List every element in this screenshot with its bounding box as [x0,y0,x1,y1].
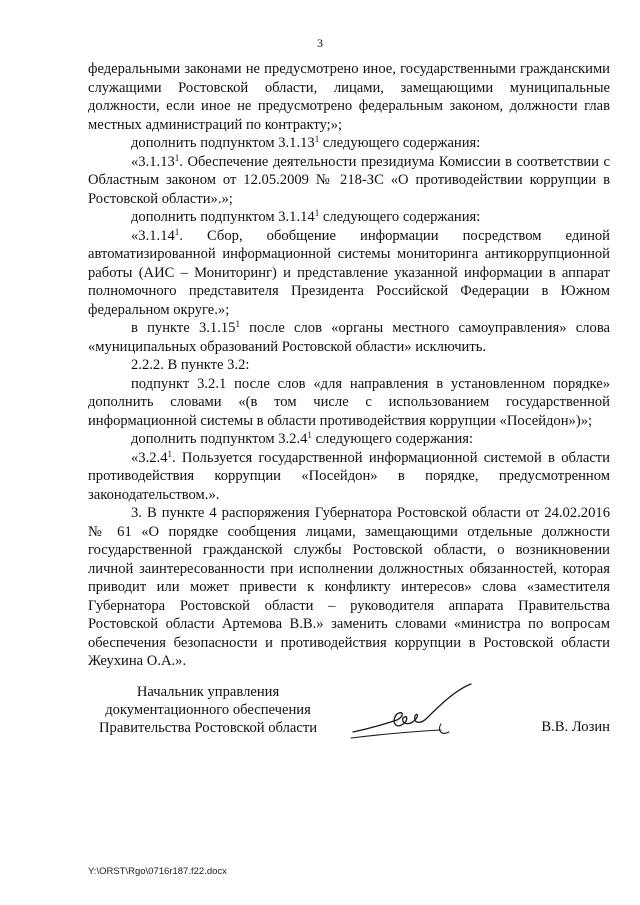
page-number: 3 [317,36,323,50]
paragraph [88,356,610,375]
paragraph [88,227,610,320]
paragraph [88,153,610,209]
superscript: 1 [174,152,180,163]
text-run: 3. В пункте 4 распоряжения Губернатора Ростовской области от 24.02.2016 № 61 «О порядке сообщения лицами, замещающими отдельные должности государственной гражданской службы Ростовской области, о возникновении личной заинтересованности при исполнении должностных обязанностей, которая приводит или может привести к конфликту интересов» слова «заместителя Губернатора Ростовской области – руководителя аппарата Правительства Ростовской области Артемова В.В.» заменить словами «министра по вопросам обеспечения безопасности и противодействия коррупции в Ростовской области Жеухина О.А.». [88,505,610,669]
handwritten-signature [345,680,475,752]
paragraph [88,430,610,449]
signer-name: В.В. Лозин [541,719,610,735]
paragraph [88,208,610,227]
text-run: «3.1.14 [131,227,175,244]
text-run: . Сбор, обобщение информации посредством единой автоматизированной информационной системы мониторинга антикоррупционной работы (АИС – Мониторинг) и представление указанной информации в аппарат полномочного представителя Президента Российской Федерации в Южном федеральном округе.»; [88,227,610,318]
signer-title-block [88,683,328,737]
paragraph [88,449,610,505]
text-run: . Обеспечение деятельности президиума Комиссии в соответствии с Областным законом от 12.05.2009 № 218-ЗС «О противодействии коррупции в Ростовской области».»; [88,153,610,207]
superscript: 1 [167,448,172,459]
superscript: 1 [235,319,240,329]
superscript: 1 [314,134,320,144]
text-run: «3.2.4 [131,449,168,466]
text-run: в пункте 3.1.15 [131,320,236,336]
superscript: 1 [307,430,312,440]
signer-title-line: Начальник управления [136,684,280,700]
paragraph [88,134,610,153]
paragraph [88,319,610,356]
superscript: 1 [314,208,320,218]
text-run: дополнить подпунктом 3.1.14 [131,209,315,225]
text-run: после слов «органы местного самоуправления» слова «муниципальных образований Ростовской области» исключить. [88,320,610,355]
text-run: дополнить подпунктом 3.1.13 [131,135,315,151]
text-run: следующего содержания: [319,209,481,225]
paragraph [88,60,610,134]
superscript: 1 [174,226,180,237]
file-path-footer: Y:\ORST\Rgo\0716r187.f22.docx [88,866,227,877]
text-run: следующего содержания: [319,135,481,151]
text-run: федеральными законами не предусмотрено иное, государственными гражданскими служащими Ростовской области, лицами, замещающими муниципальные должности, если иное не предусмотрено федеральным законом, должности глав местных администраций по контракту;»; [88,61,610,133]
document-body [88,60,610,671]
text-run: подпункт 3.2.1 после слов «для направления в установленном порядке» дополнить словами «(в том числе с использованием государственной информационной системы в области противодействия коррупции «Посейдон»)»; [88,375,610,429]
signer-title-line: документационного обеспечения [105,702,311,718]
paragraph [88,375,610,431]
paragraph [88,504,610,671]
text-run: 2.2.2. В пункте 3.2: [131,357,250,373]
signer-title-line: Правительства Ростовской области [98,720,318,736]
text-run: дополнить подпунктом 3.2.4 [131,431,308,447]
text-run: следующего содержания: [311,431,474,447]
text-run: . Пользуется государственной информационной системой в области противодействия коррупции «Посейдон» в порядке, предусмотренном законодательством.». [88,449,610,503]
text-run: «3.1.13 [131,153,175,170]
